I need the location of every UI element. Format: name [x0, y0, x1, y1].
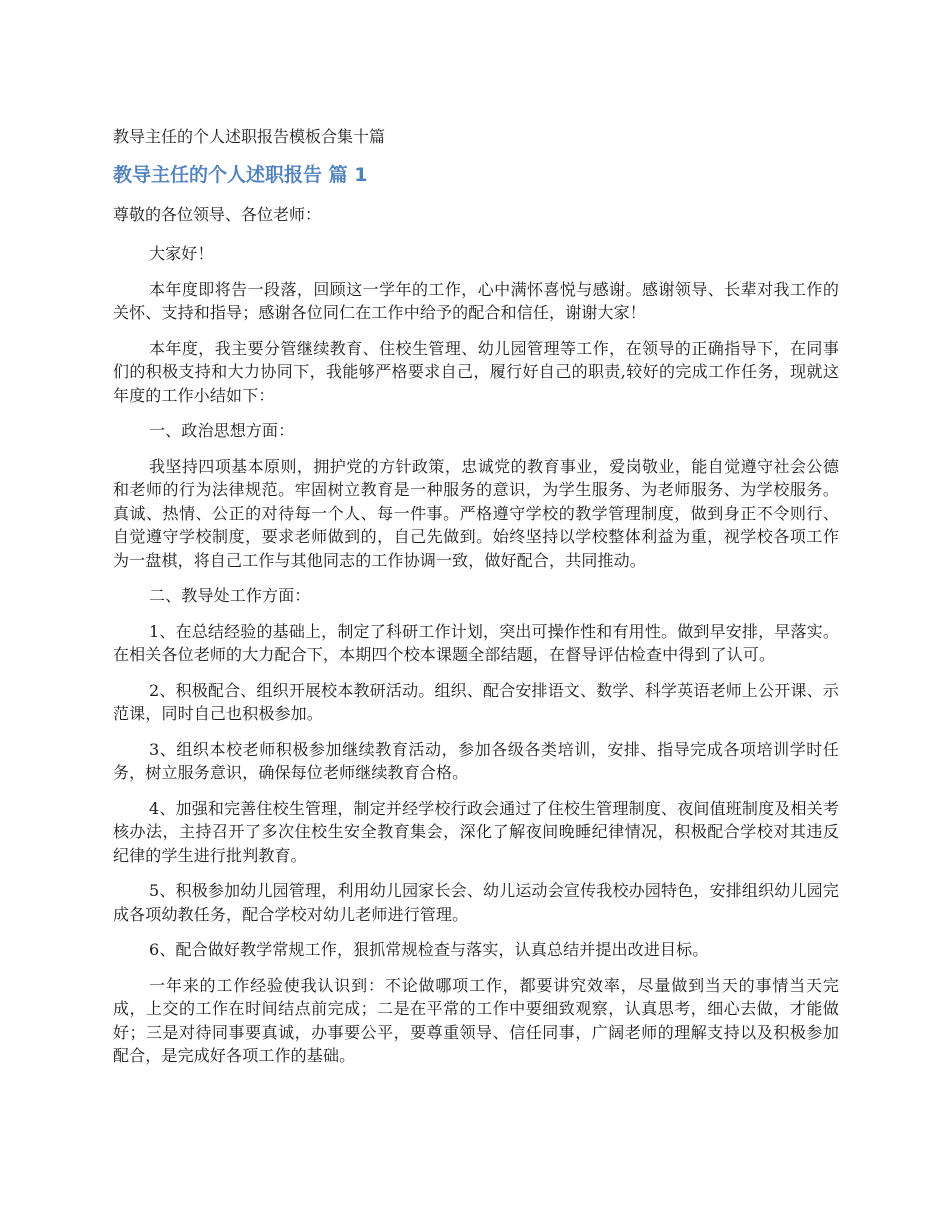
paragraph-intro: 本年度即将告一段落，回顾这一学年的工作，心中满怀喜悦与感谢。感谢领导、长辈对我工作的关怀、支持和指导；感谢各位同仁在工作中给予的配合和信任，谢谢大家！	[113, 279, 839, 322]
list-item-4: 4、加强和完善住校生管理，制定并经学校行政会通过了住校生管理制度、夜间值班制度及相关考核办法，主持召开了多次住校生安全教育集会，深化了解夜间晚睡纪律情况，积极配合学校对其违反纪律的学生进行批判教育。	[113, 798, 839, 865]
paragraph-conclusion: 一年来的工作经验使我认识到：不论做哪项工作，都要讲究效率，尽量做到当天的事情当天完成，上交的工作在时间结点前完成；二是在平常的工作中要细致观察，认真思考，细心去做，才能做好；三是对待同事要真诚，办事要公平，要尊重领导、信任同事，广阔老师的理解支持以及积极参加配合，是完成好各项工作的基础。	[113, 975, 839, 1065]
subheading-academic-affairs: 二、教导处工作方面：	[149, 586, 311, 605]
list-item-2: 2、积极配合、组织开展校本教研活动。组织、配合安排语文、数学、科学英语老师上公开课、示范课，同时自己也积极参加。	[113, 680, 839, 723]
document-title: 教导主任的个人述职报告模板合集十篇	[113, 127, 386, 146]
subheading-political: 一、政治思想方面：	[149, 421, 295, 440]
section-heading: 教导主任的个人述职报告 篇 1	[113, 164, 368, 186]
paragraph-overview: 本年度，我主要分管继续教育、住校生管理、幼儿园管理等工作，在领导的正确指导下，在同事们的积极支持和大力协同下，我能够严格要求自己，履行好自己的职责,较好的完成工作任务，现就这年度的工作小结如下：	[113, 338, 839, 405]
paragraph-political: 我坚持四项基本原则，拥护党的方针政策，忠诚党的教育事业，爱岗敬业，能自觉遵守社会公德和老师的行为法律规范。牢固树立教育是一种服务的意识，为学生服务、为老师服务、为学校服务。真诚、热情、公正的对待每一个人、每一件事。严格遵守学校的教学管理制度，做到身正不令则行、自觉遵守学校制度，要求老师做到的，自己先做到。始终坚持以学校整体利益为重，视学校各项工作为一盘棋，将自己工作与其他同志的工作协调一致，做好配合，共同推动。	[113, 456, 839, 570]
document-page	[113, 124, 839, 1080]
list-item-6: 6、配合做好教学常规工作，狠抓常规检查与落实，认真总结并提出改进目标。	[149, 940, 709, 959]
list-item-1: 1、在总结经验的基础上，制定了科研工作计划，突出可操作性和有用性。做到早安排，早落实。在相关各位老师的大力配合下，本期四个校本课题全部结题，在督导评估检查中得到了认可。	[113, 621, 839, 664]
list-item-3: 3、组织本校老师积极参加继续教育活动，参加各级各类培训，安排、指导完成各项培训学时任务，树立服务意识，确保每位老师继续教育合格。	[113, 739, 839, 782]
paragraph-greeting: 大家好！	[149, 244, 214, 263]
list-item-5: 5、积极参加幼儿园管理，利用幼儿园家长会、幼儿运动会宣传我校办园特色，安排组织幼儿园完成各项幼教任务，配合学校对幼儿老师进行管理。	[113, 881, 839, 924]
salutation: 尊敬的各位领导、各位老师：	[113, 205, 322, 224]
